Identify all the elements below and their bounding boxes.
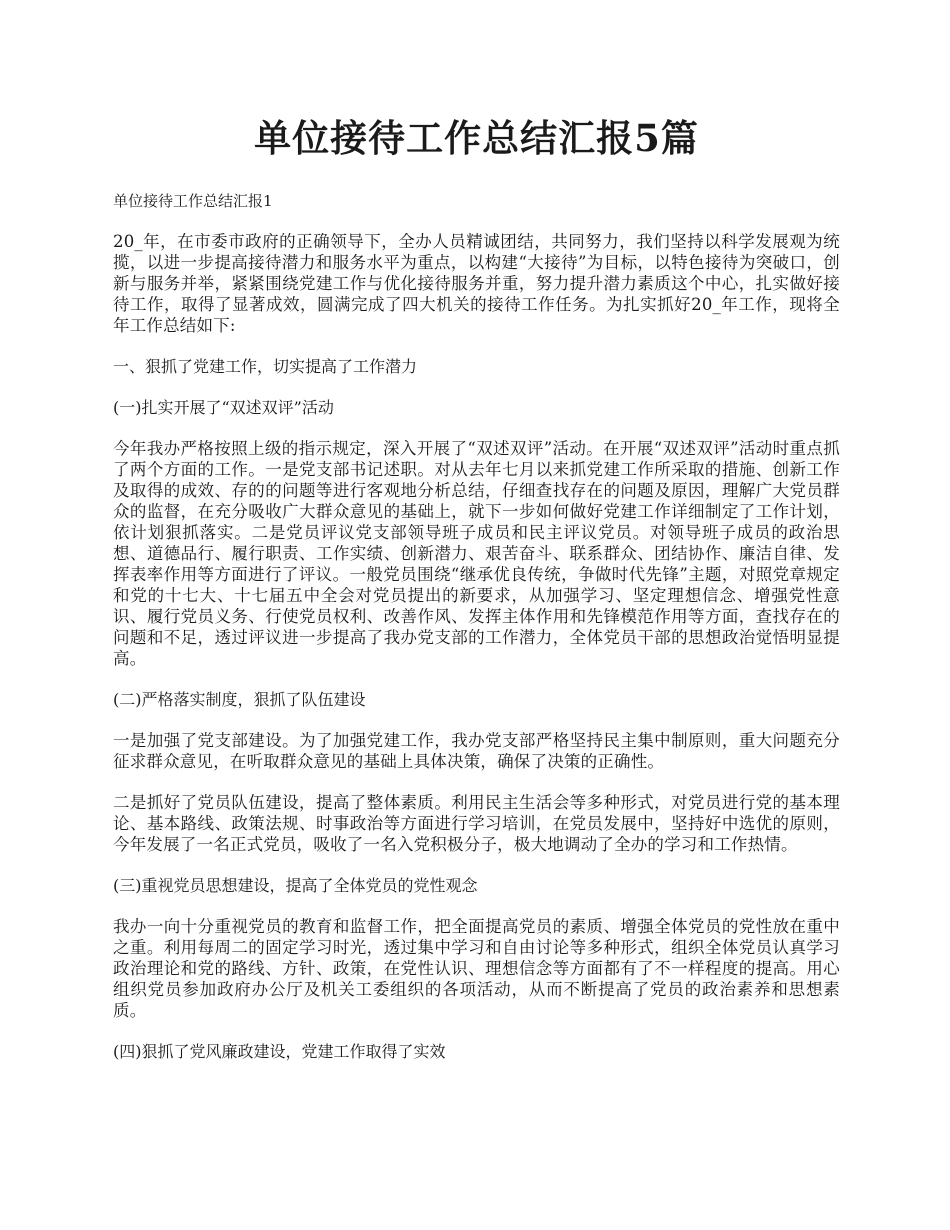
subsection-heading: (二)严格落实制度，狠抓了队伍建设	[113, 690, 366, 709]
paragraph: 一是加强了党支部建设。为了加强党建工作，我办党支部严格坚持民主集中制原则，重大问题充分征求群众意见，在听取群众意见的基础上具体决策，确保了决策的正确性。	[113, 731, 840, 771]
paragraph: 20_年，在市委市政府的正确领导下，全办人员精诚团结，共同努力，我们坚持以科学发展观为统揽，以进一步提高接待潜力和服务水平为重点，以构建“大接待”为目标，以特色接待为突破口，创新与服务并举，紧紧围绕党建工作与优化接待服务并重，努力提升潜力素质这个中心，扎实做好接待工作，取得了显著成效，圆满完成了四大机关的接待工作任务。为扎实抓好20_年工作，现将全年工作总结如下:	[113, 232, 840, 335]
section-heading: 一、狠抓了党建工作，切实提高了工作潜力	[113, 357, 418, 376]
paragraph: 我办一向十分重视党员的教育和监督工作，把全面提高党员的素质、增强全体党员的党性放在重中之重。利用每周二的固定学习时光，透过集中学习和自由讨论等多种形式，组织全体党员认真学习政治理论和党的路线、方针、政策，在党性认识、理想信念等方面都有了不一样程度的提高。用心组织党员参加政府办公厅及机关工委组织的各项活动，从而不断提高了党员的政治素养和思想素质。	[113, 917, 840, 1020]
subsection-heading: (四)狠抓了党风廉政建设，党建工作取得了实效	[113, 1042, 446, 1061]
paragraph: 二是抓好了党员队伍建设，提高了整体素质。利用民主生活会等多种形式，对党员进行党的基本理论、基本路线、政策法规、时事政治等方面进行学习培训，在党员发展中，坚持好中选优的原则，今年发展了一名正式党员，吸收了一名入党积极分子，极大地调动了全办的学习和工作热情。	[113, 793, 840, 854]
document-title: 单位接待工作总结汇报5篇	[254, 116, 699, 160]
paragraph: 今年我办严格按照上级的指示规定，深入开展了“双述双评”活动。在开展“双述双评”活动时重点抓了两个方面的工作。一是党支部书记述职。对从去年七月以来抓党建工作所采取的措施、创新工作及取得的成效、存的的问题等进行客观地分析总结，仔细查找存在的问题及原因，理解广大党员群众的监督，在充分吸收广大群众意见的基础上，就下一步如何做好党建工作详细制定了工作计划，依计划狠抓落实。二是党员评议党支部领导班子成员和民主评议党员。对领导班子成员的政治思想、道德品行、履行职责、工作实绩、创新潜力、艰苦奋斗、联系群众、团结协作、廉洁自律、发挥表率作用等方面进行了评议。一般党员围绕“继承优良传统，争做时代先锋”主题，对照党章规定和党的十七大、十七届五中全会对党员提出的新要求，从加强学习、坚定理想信念、增强党性意识、履行党员义务、行使党员权利、改善作风、发挥主体作用和先锋模范作用等方面，查找存在的问题和不足，透过评议进一步提高了我办党支部的工作潜力，全体党员干部的思想政治觉悟明显提高。	[113, 439, 840, 668]
subsection-heading: (三)重视党员思想建设，提高了全体党员的党性观念	[113, 876, 478, 895]
document-subtitle: 单位接待工作总结汇报1	[113, 192, 273, 210]
subsection-heading: (一)扎实开展了“双述双评”活动	[113, 398, 334, 417]
document-page	[113, 0, 840, 1062]
